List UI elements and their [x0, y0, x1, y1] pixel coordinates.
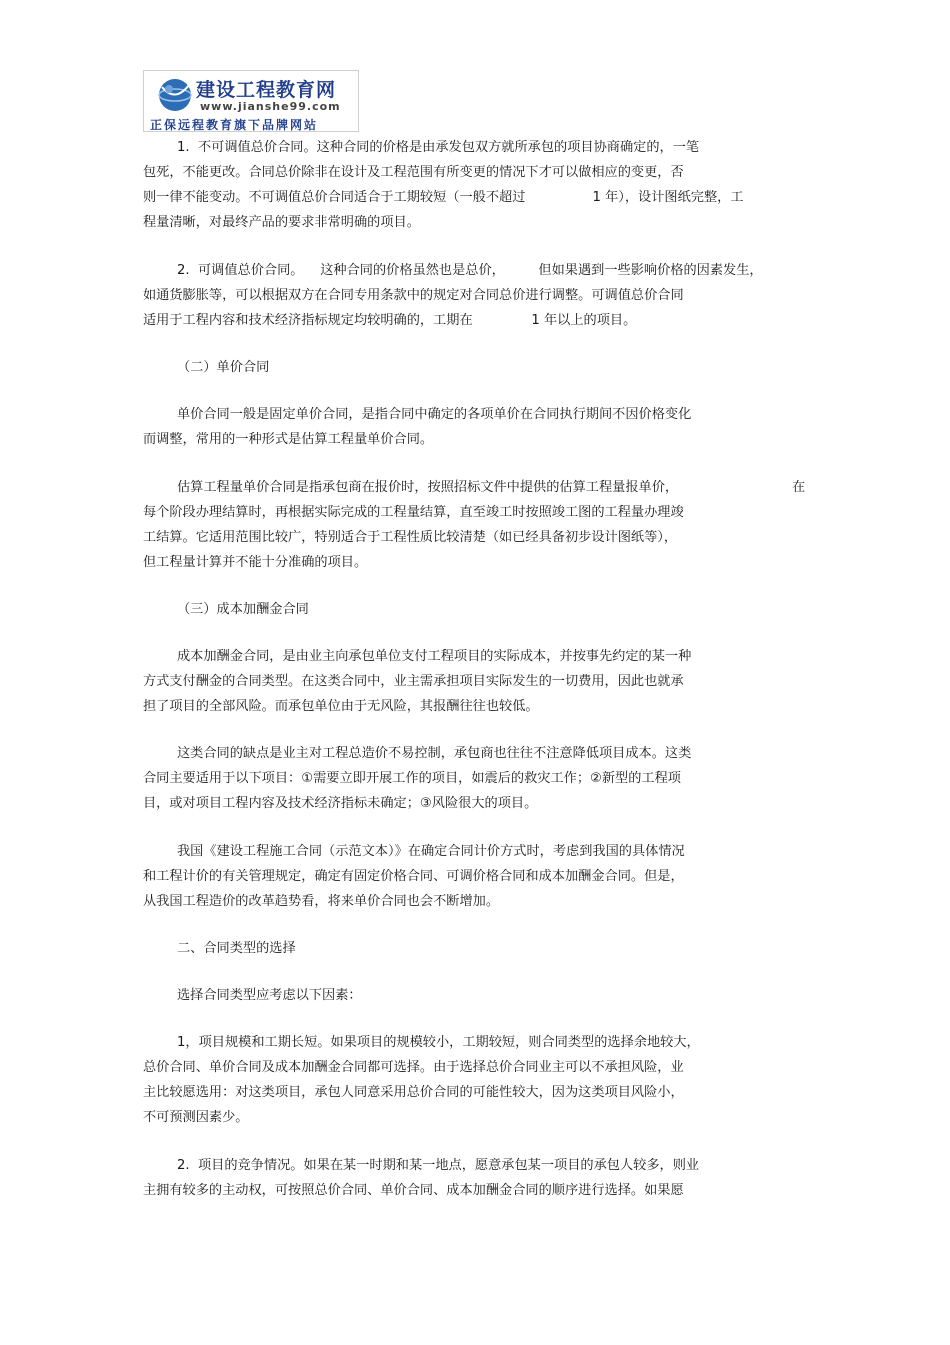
paragraph-line: 成本加酬金合同，是由业主向承包单位支付工程项目的实际成本，并按事先约定的某一种 [177, 649, 692, 664]
paragraph-line: 单价合同一般是固定单价合同，是指合同中确定的各项单价在合同执行期间不因价格变化 [177, 407, 692, 422]
paragraph-line: 从我国工程造价的改革趋势看，将来单价合同也会不断增加。 [143, 894, 500, 909]
paragraph-line: 估算工程量单价合同是指承包商在报价时，按照招标文件中提供的估算工程量报单价， [177, 480, 679, 495]
paragraph-line: 而调整，常用的一种形式是估算工程量单价合同。 [143, 432, 434, 447]
logo-title: 建设工程教育网 [196, 79, 337, 101]
paragraph-line: 和工程计价的有关管理规定，确定有固定价格合同、可调价格合同和成本加酬金合同。但是， [143, 869, 684, 884]
paragraph-line: 则一律不能变动。不可调值总价合同适合于工期较短（一般不超过 1 年），设计图纸完整，工 [143, 190, 744, 205]
logo-url: www.jianshe99.com [200, 100, 341, 113]
paragraph-line: 不可预测因素少。 [143, 1110, 249, 1125]
paragraph-line: 主比较愿选用：对这类项目，承包人同意采用总价合同的可能性较大，因为这类项目风险小， [143, 1085, 684, 1100]
paragraph-line: 担了项目的全部风险。而承包单位由于无风险，其报酬往往也较低。 [143, 699, 539, 714]
paragraph-line: 主拥有较多的主动权，可按照总价合同、单价合同、成本加酬金合同的顺序进行选择。如果愿 [143, 1183, 684, 1198]
paragraph-line: 2. 可调值总价合同。 这种合同的价格虽然也是总价， 但如果遇到一些影响价格的因素发生， [177, 263, 763, 278]
paragraph-line: 包死，不能更改。合同总价除非在设计及工程范围有所变更的情况下才可以做相应的变更，否 [143, 165, 684, 180]
paragraph-line: 这类合同的缺点是业主对工程总造价不易控制，承包商也往往不注意降低项目成本。这类 [177, 746, 692, 761]
paragraph-line: 我国《建设工程施工合同（示范文本）》在确定合同计价方式时，考虑到我国的具体情况 [177, 844, 685, 859]
paragraph-line: 每个阶段办理结算时，再根据实际完成的工程量结算，直至竣工时按照竣工图的工程量办理竣 [143, 505, 684, 520]
section-heading: 二、合同类型的选择 [177, 941, 296, 956]
section-heading: （三）成本加酬金合同 [177, 602, 309, 617]
paragraph-line: 选择合同类型应考虑以下因素： [177, 988, 362, 1003]
section-heading: （二）单价合同 [177, 360, 270, 375]
paragraph-line: 1，项目规模和工期长短。如果项目的规模较小，工期较短，则合同类型的选择余地较大， [177, 1035, 700, 1050]
site-logo [143, 70, 359, 132]
paragraph-line: 方式支付酬金的合同类型。在这类合同中，业主需承担项目实际发生的一切费用，因此也就承 [143, 674, 684, 689]
paragraph-line: 2. 项目的竞争情况。如果在某一时期和某一地点，愿意承包某一项目的承包人较多，则业 [177, 1158, 700, 1173]
paragraph-line: 在 [792, 480, 806, 495]
paragraph-line: 工结算。它适用范围比较广，特别适合于工程性质比较清楚（如已经具备初步设计图纸等）， [143, 530, 678, 545]
globe-icon [156, 77, 194, 113]
paragraph-line: 但工程量计算并不能十分准确的项目。 [143, 555, 368, 570]
logo-slogan: 正保远程教育旗下品牌网站 [150, 118, 319, 132]
paragraph-line: 总价合同、单价合同及成本加酬金合同都可选择。由于选择总价合同业主可以不承担风险，业 [143, 1060, 684, 1075]
paragraph-line: 如通货膨胀等，可以根据双方在合同专用条款中的规定对合同总价进行调整。可调值总价合同 [143, 288, 684, 303]
paragraph-line: 适用于工程内容和技术经济指标规定均较明确的，工期在 1 年以上的项目。 [143, 313, 637, 328]
paragraph-line: 1. 不可调值总价合同。这种合同的价格是由承发包双方就所承包的项目协商确定的，一笔 [177, 140, 700, 155]
paragraph-line: 程量清晰，对最终产品的要求非常明确的项目。 [143, 215, 420, 230]
paragraph-line: 目，或对项目工程内容及技术经济指标未确定；③风险很大的项目。 [143, 796, 538, 811]
paragraph-line: 合同主要适用于以下项目：①需要立即开展工作的项目，如震后的救灾工作；②新型的工程项 [143, 771, 681, 786]
